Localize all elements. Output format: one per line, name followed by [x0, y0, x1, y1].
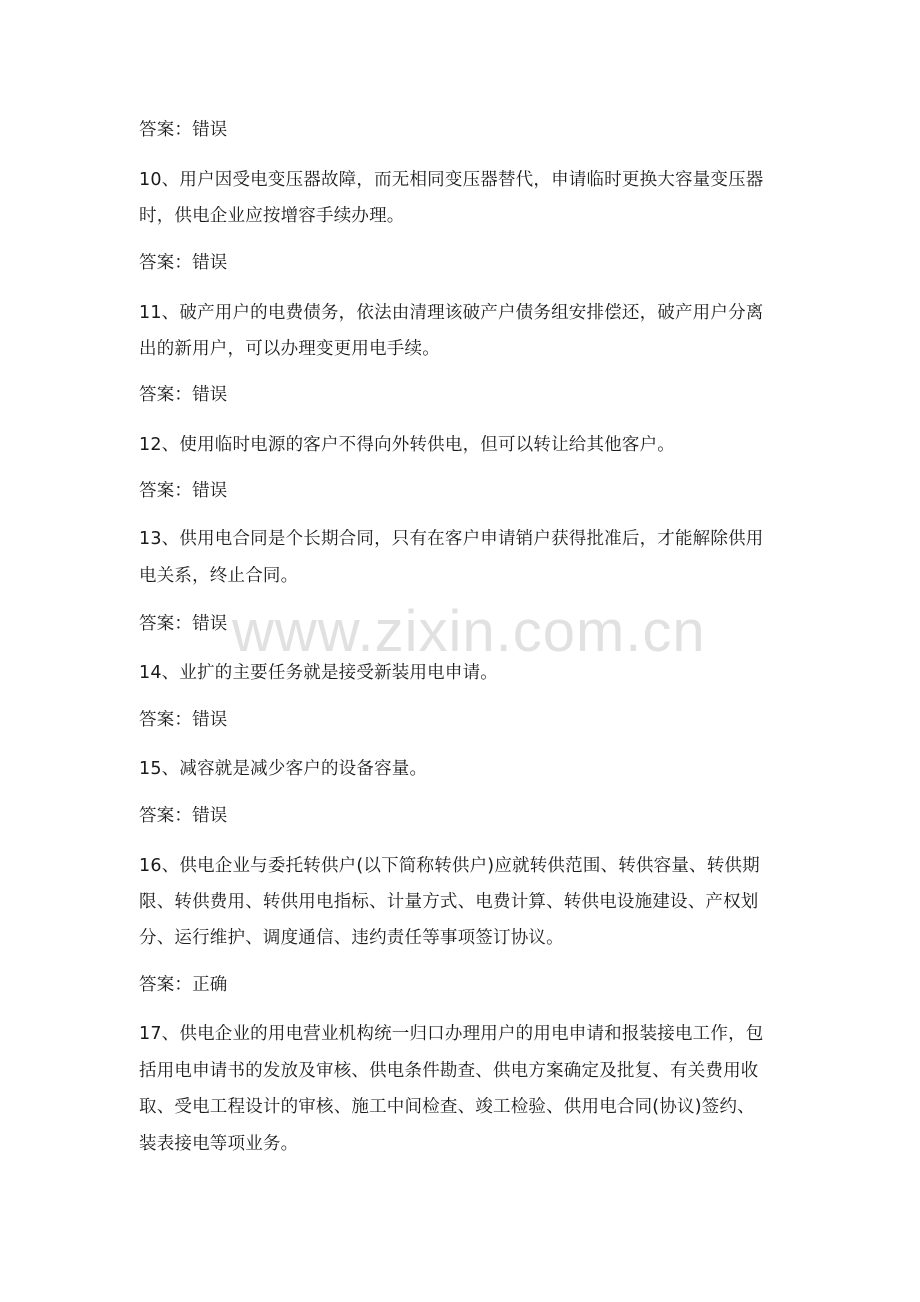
question-11-line-1: 11、破产用户的电费债务，依法由清理该破产户债务组安排偿还，破产用户分离: [139, 303, 764, 323]
question-16-line-1: 16、供电企业与委托转供户(以下简称转供户)应就转供范围、转供容量、转供期: [139, 856, 760, 876]
answer-15: 答案：错误: [139, 806, 228, 826]
question-16-line-2: 限、转供费用、转供用电指标、计量方式、电费计算、转供电设施建设、产权划: [139, 892, 759, 912]
question-15-line-1: 15、减容就是减少客户的设备容量。: [139, 759, 428, 779]
question-10-line-2: 时，供电企业应按增容手续办理。: [139, 206, 405, 226]
answer-11: 答案：错误: [139, 385, 228, 405]
question-13-line-1: 13、供用电合同是个长期合同，只有在客户申请销户获得批准后，才能解除供用: [139, 529, 764, 549]
answer-14: 答案：错误: [139, 710, 228, 730]
question-17-line-4: 装表接电等项业务。: [139, 1134, 299, 1154]
question-17-line-1: 17、供电企业的用电营业机构统一归口办理用户的用电申请和报装接电工作，包: [139, 1024, 764, 1044]
question-11-line-2: 出的新用户，可以办理变更用电手续。: [139, 339, 440, 359]
answer-9: 答案：错误: [139, 120, 228, 140]
watermark: www.zixin.com.cn: [232, 599, 706, 664]
question-10-line-1: 10、用户因受电变压器故障，而无相同变压器替代，申请临时更换大容量变压器: [139, 170, 764, 190]
answer-10: 答案：错误: [139, 253, 228, 273]
question-14-line-1: 14、业扩的主要任务就是接受新装用电申请。: [139, 663, 498, 683]
answer-16: 答案：正确: [139, 975, 228, 995]
question-13-line-2: 电关系，终止合同。: [139, 566, 299, 586]
question-17-line-2: 括用电申请书的发放及审核、供电条件勘查、供电方案确定及批复、有关费用收: [139, 1061, 759, 1081]
question-12-line-1: 12、使用临时电源的客户不得向外转供电，但可以转让给其他客户。: [139, 435, 675, 455]
answer-13: 答案：错误: [139, 614, 228, 634]
answer-12: 答案：错误: [139, 481, 228, 501]
question-17-line-3: 取、受电工程设计的审核、施工中间检查、竣工检验、供用电合同(协议)签约、: [139, 1097, 755, 1117]
question-16-line-3: 分、运行维护、调度通信、违约责任等事项签订协议。: [139, 928, 564, 948]
